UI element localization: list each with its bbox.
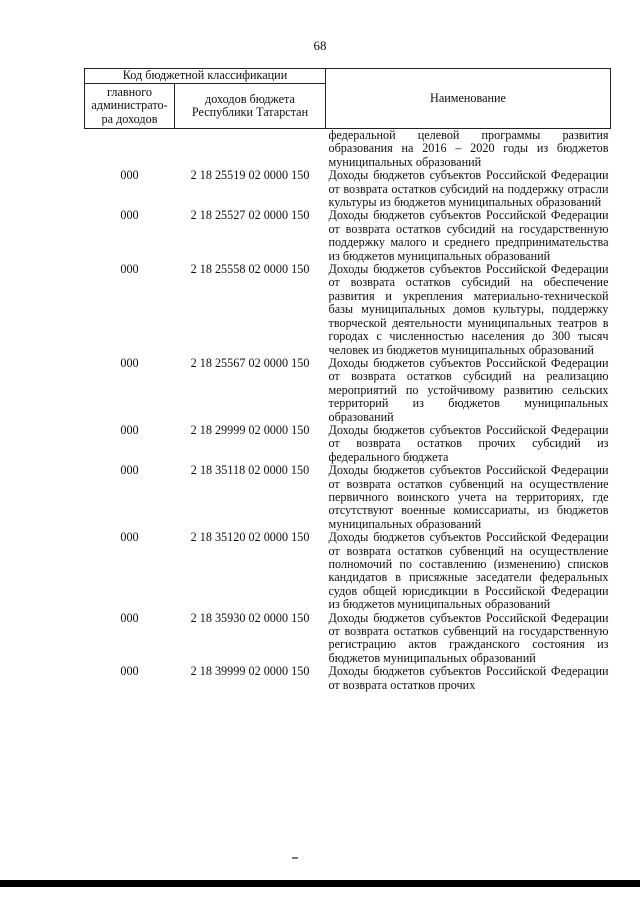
income-code-cell: 2 18 35120 02 0000 150 xyxy=(190,530,310,545)
name-text: Доходы бюджетов субъектов Российской Федерации от возврата остатков субсидий на обеспечение развития и укрепления материально-технической базы муниципальных домов культуры, поддержку творческой деятельности муниципальных театров в городах с численностью населения до 300 тысяч человек из бюджетов муниципальных образований xyxy=(328,262,609,357)
name-text: Доходы бюджетов субъектов Российской Федерации от возврата остатков субвенций на осуществление первичного воинского учета на территориях, где отсутствуют военные комиссариаты, из бюджетов муниципальных образований xyxy=(328,463,609,531)
income-code-cell: 2 18 25519 02 0000 150 xyxy=(190,168,310,183)
name-text: Доходы бюджетов субъектов Российской Федерации от возврата остатков субвенций на осуществление полномочий по составлению (изменению) списков кандидатов в присяжные заседатели федеральных судов общей юрисдикции в Российской Федерации из бюджетов муниципальных образований xyxy=(328,530,609,612)
name-cell xyxy=(326,357,611,424)
admin-code-cell: 000 xyxy=(120,355,139,370)
table-row xyxy=(85,531,611,611)
income-code-cell: 2 18 25567 02 0000 150 xyxy=(190,355,310,370)
income-code-cell: 2 18 29999 02 0000 150 xyxy=(190,422,310,437)
admin-code-cell xyxy=(85,129,175,170)
table-row xyxy=(85,129,611,170)
name-text: Доходы бюджетов субъектов Российской Федерации от возврата остатков субсидий на реализацию мероприятий по устойчивому развитию сельских территорий из бюджетов муниципальных образований xyxy=(328,355,609,424)
admin-code-cell: 000 xyxy=(120,208,139,223)
name-text: Доходы бюджетов субъектов Российской Федерации от возврата остатков субсидий на поддержку отрасли культуры из бюджетов муниципальных образований xyxy=(328,168,609,210)
name-text: Доходы бюджетов субъектов Российской Федерации от возврата остатков субсидий на государственную поддержку малого и среднего предпринимательства из бюджетов муниципальных образований xyxy=(328,208,609,263)
admin-code-cell: 000 xyxy=(120,664,139,679)
budget-classification-table xyxy=(84,68,611,692)
name-cell xyxy=(326,169,611,209)
header-classification-code: Код бюджетной классификации xyxy=(85,69,326,84)
income-code-cell: 2 18 25558 02 0000 150 xyxy=(190,262,310,277)
table-body xyxy=(85,129,611,693)
admin-code-cell: 000 xyxy=(120,262,139,277)
table-row xyxy=(85,357,611,424)
name-cell xyxy=(326,129,611,170)
header-admin-code: главного администрато-ра доходов xyxy=(85,84,175,129)
name-cell xyxy=(326,424,611,464)
page-number: 68 xyxy=(313,38,327,53)
admin-code-cell: 000 xyxy=(120,610,139,625)
table-row xyxy=(85,665,611,692)
header-name: Наименование xyxy=(326,69,611,129)
name-text: Доходы бюджетов субъектов Российской Федерации от возврата остатков прочих субсидий из федерального бюджета xyxy=(328,422,609,464)
income-code-cell: 2 18 35930 02 0000 150 xyxy=(190,610,310,625)
income-code-cell: 2 18 39999 02 0000 150 xyxy=(190,664,310,679)
scan-mark xyxy=(292,857,298,859)
scan-edge-bar xyxy=(0,880,640,887)
name-cell xyxy=(326,531,611,611)
name-text: федеральной целевой программы развития образования на 2016 – 2020 годы из бюджетов муниципальных образований xyxy=(328,128,609,169)
name-cell xyxy=(326,464,611,531)
income-code-cell: 2 18 35118 02 0000 150 xyxy=(190,463,310,478)
table-row xyxy=(85,169,611,209)
admin-code-cell: 000 xyxy=(120,422,139,437)
table-row xyxy=(85,612,611,666)
table-header xyxy=(85,69,611,129)
name-text: Доходы бюджетов субъектов Российской Федерации от возврата остатков субвенций на государственную регистрацию актов гражданского состояния из бюджетов муниципальных образований xyxy=(328,610,609,665)
admin-code-cell: 000 xyxy=(120,463,139,478)
admin-code-cell: 000 xyxy=(120,530,139,545)
table-row xyxy=(85,464,611,531)
name-cell xyxy=(326,665,611,692)
table-row xyxy=(85,209,611,263)
header-income-code: доходов бюджета Республики Татарстан xyxy=(175,84,326,129)
income-code-cell xyxy=(175,129,326,170)
name-cell xyxy=(326,612,611,666)
name-cell xyxy=(326,209,611,263)
table-row xyxy=(85,424,611,464)
income-code-cell: 2 18 25527 02 0000 150 xyxy=(190,208,310,223)
name-cell xyxy=(326,263,611,357)
admin-code-cell: 000 xyxy=(120,168,139,183)
table-row xyxy=(85,263,611,357)
name-text: Доходы бюджетов субъектов Российской Федерации от возврата остатков прочих xyxy=(328,664,609,692)
